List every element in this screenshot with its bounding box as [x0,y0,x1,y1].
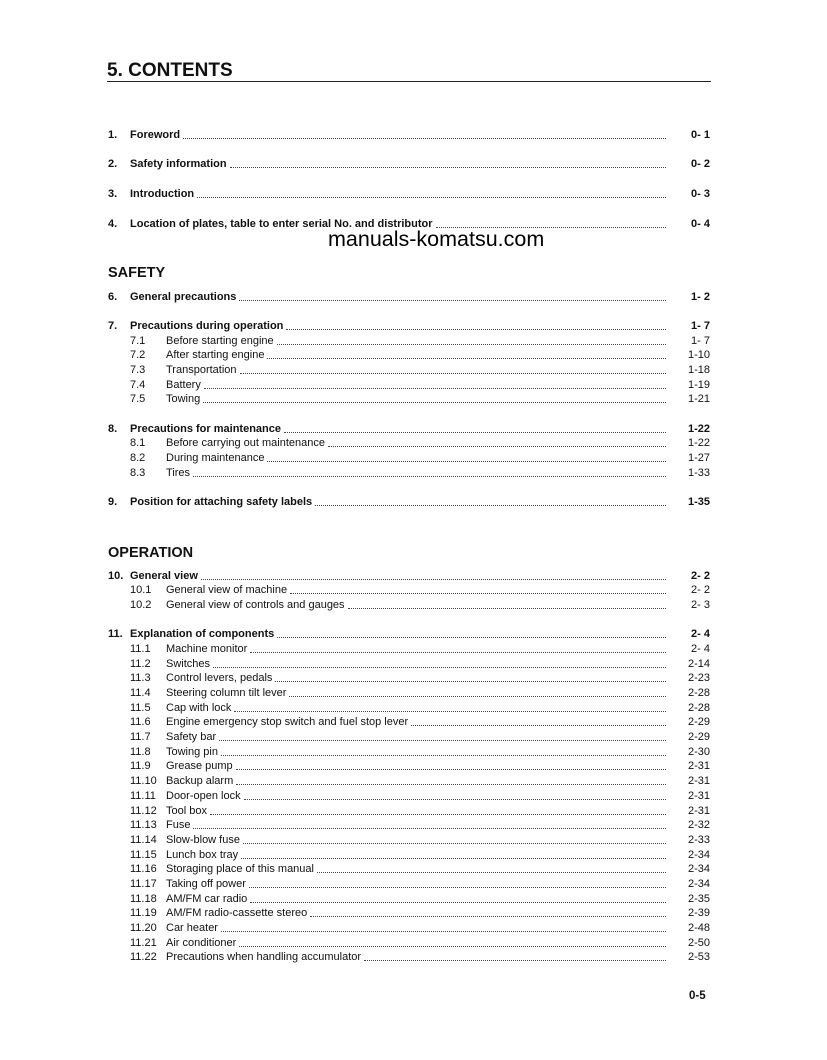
spacer [108,304,710,319]
toc-entry-number: 7.4 [130,378,146,391]
toc-entry-page: 2-35 [687,892,710,905]
toc-entry-page: 2-31 [687,760,710,773]
toc-entry-page: 1-27 [687,451,710,464]
toc-leader-dots [244,798,666,800]
toc-leader-dots [219,739,666,741]
toc-leader-dots [411,724,666,726]
toc-entry-number: 8.1 [130,437,146,450]
toc-subentry [108,803,710,818]
toc-leader-dots [203,401,666,403]
toc-entry-number: 11.22 [130,951,157,964]
toc-leader-dots [243,842,666,844]
toc-leader-dots [241,857,666,859]
toc-subentry [108,950,710,965]
toc-entry [108,421,710,436]
toc-entry-label: Battery [166,378,201,391]
toc-entry [108,127,710,142]
toc-entry-page: 2-28 [687,687,710,699]
watermark: manuals-komatsu.com [328,227,545,251]
toc-entry-label: General precautions [130,290,237,303]
toc-entry-page: 1- 7 [691,319,710,332]
toc-subentry [108,656,710,671]
toc-entry-page: 2-34 [687,863,710,876]
toc-entry-page: 2- 4 [691,642,710,655]
section-heading-operation: OPERATION [108,545,194,561]
toc-leader-dots [289,695,666,697]
toc-subentry [108,818,710,833]
toc-entry-label: Foreword [130,128,181,141]
toc-entry-page: 0- 1 [691,128,710,141]
toc-subentry [108,847,710,862]
toc-subentry [108,685,710,700]
toc-entry-number: 11.8 [130,745,151,758]
toc-leader-dots [239,945,666,947]
toc-entry-label: Towing pin [166,745,218,758]
toc-entry-number: 11.3 [130,672,151,685]
toc-entry-page: 2-34 [687,848,710,861]
toc-entry-label: Taking off power [166,877,246,890]
toc-entry-page: 0- 2 [691,158,710,171]
spacer [108,142,710,157]
toc-leader-dots [183,137,666,139]
toc-entry-number: 11.15 [130,848,157,861]
toc-entry-label: Car heater [166,922,218,934]
toc-entry-number: 11.16 [130,863,157,876]
toc-entry-number: 11.2 [130,657,151,670]
toc-entry-number: 7.1 [130,334,146,347]
toc-leader-dots [277,636,666,638]
toc-entry-label: Precautions for maintenance [130,422,281,435]
toc-subentry [108,392,710,407]
toc-entry-label: Fuse [166,819,191,832]
toc-entry-label: Introduction [130,188,195,201]
toc-entry-label: General view of controls and gauges [166,599,345,612]
toc-entry-page: 1-35 [687,495,710,508]
toc-entry [108,157,710,172]
page-title: 5. CONTENTS [107,60,233,81]
toc-entry-label: Backup alarm [166,775,234,788]
toc-leader-dots [275,680,666,682]
toc-entry-number: 11.10 [130,775,157,788]
toc-entry-number: 10. [108,569,124,582]
toc-entry-page: 2-50 [687,936,710,949]
toc-entry-label: Before carrying out maintenance [166,437,325,450]
toc-entry-page: 1-33 [687,466,710,479]
toc-entry-number: 3. [108,188,118,201]
toc-subentry [108,906,710,921]
toc-entry-number: 10.1 [130,584,152,597]
toc-leader-dots [250,651,666,653]
toc-entry-page: 2-28 [687,701,710,714]
toc-entry-number: 11.20 [130,922,157,934]
toc-entry-number: 4. [108,217,118,230]
toc-entry-label: Door-open lock [166,789,241,802]
toc-entry-number: 7. [108,319,118,332]
toc-entry-number: 11.1 [130,642,151,655]
toc-entry-label: Switches [166,657,211,670]
spacer [108,480,710,495]
toc-entry-number: 10.2 [130,599,152,612]
toc-entry-page: 0- 3 [691,188,710,201]
title-underline [107,81,711,82]
toc-entry [108,318,710,333]
toc-leader-dots [277,343,666,345]
toc-subentry [108,641,710,656]
toc-subentry [108,891,710,906]
toc-entry [108,186,710,201]
toc-entry-number: 11.6 [130,716,151,729]
toc-entry-label: Lunch box tray [166,848,239,861]
toc-entry-label: Safety bar [166,731,217,744]
toc-entry-number: 11. [108,628,123,641]
toc-entry-page: 1-18 [687,363,710,376]
toc-entry-page: 1-22 [687,422,710,435]
toc-entry-number: 9. [108,495,118,508]
toc-entry-label: Steering column tilt lever [166,687,287,699]
toc-leader-dots [221,930,666,932]
toc-entry-number: 11.12 [130,804,157,817]
toc-leader-dots [348,607,666,609]
toc-entry-number: 7.3 [130,363,146,376]
toc-entry-number: 2. [108,158,118,171]
toc-entry-number: 11.19 [130,907,157,920]
toc-entry-number: 11.21 [130,936,157,949]
toc-entry-label: Control levers, pedals [166,672,273,685]
toc-entry-label: Storaging place of this manual [166,863,314,876]
toc-entry-page: 1-22 [687,437,710,450]
toc-entry-number: 6. [108,290,118,303]
toc-leader-dots [364,959,666,961]
toc-entry-page: 1-21 [687,393,710,406]
toc-entry-number: 7.2 [130,349,146,362]
toc-leader-dots [310,915,666,917]
toc-entry-number: 11.7 [130,731,151,744]
toc-leader-dots [328,445,666,447]
toc-entry-label: Explanation of components [130,628,275,641]
toc-leader-dots [197,196,666,198]
toc-subentry [108,348,710,363]
toc-subentry [108,377,710,392]
page-number: 0-5 [689,990,706,1002]
toc-entry-page: 2-31 [687,804,710,817]
toc-entry-page: 0- 4 [691,217,710,230]
toc-entry-number: 11.11 [130,789,156,802]
toc-leader-dots [230,166,666,168]
toc-leader-dots [267,357,666,359]
toc-entry-page: 2- 2 [691,584,710,597]
toc-entry-label: Transportation [166,363,237,376]
toc-entry-label: AM/FM radio-cassette stereo [166,907,308,920]
toc-entry-number: 11.17 [130,877,157,890]
toc-entry-label: Precautions during operation [130,319,284,332]
toc-entry-number: 11.18 [130,892,157,905]
toc-entry-page: 2-32 [687,819,710,832]
toc-entry-page: 2-33 [687,833,710,846]
toc-leader-dots [240,372,666,374]
toc-entry-number: 8. [108,422,118,435]
spacer [108,201,710,216]
toc-entry-number: 1. [108,128,118,141]
toc-subentry [108,759,710,774]
toc-entry-label: Machine monitor [166,642,248,655]
toc-leader-dots [193,827,666,829]
toc-entry-label: Air conditioner [166,936,237,949]
section-heading-safety: SAFETY [108,265,166,281]
toc-subentry [108,832,710,847]
toc-leader-dots [315,504,666,506]
toc-entry-label: Location of plates, table to enter serial No. and distributor [130,217,433,230]
spacer [108,612,710,627]
toc-entry [108,494,710,509]
toc-entry-page: 1-10 [687,349,710,362]
toc-entry-page: 2-30 [687,745,710,758]
toc-entry-page: 2-39 [687,907,710,920]
toc-entry-page: 2-48 [687,922,710,934]
toc-entry-label: Engine emergency stop switch and fuel stop lever [166,716,409,729]
toc-leader-dots [236,768,666,770]
toc-entry-label: Safety information [130,158,227,171]
toc-entry [108,289,710,304]
toc-subentry [108,450,710,465]
toc-entry-label: After starting engine [166,349,265,362]
toc-safety [108,289,710,509]
toc-leader-dots [249,886,666,888]
toc-entry-page: 2-29 [687,731,710,744]
toc-entry-page: 2-14 [687,657,710,670]
title-area [107,60,711,84]
toc-subentry [108,862,710,877]
toc-entry-label: General view of machine [166,584,288,597]
toc-subentry [108,920,710,935]
toc-subentry [108,876,710,891]
toc-subentry [108,333,710,348]
toc-leader-dots [284,431,666,433]
toc-subentry [108,744,710,759]
toc-leader-dots [267,460,666,462]
toc-subentry [108,700,710,715]
toc-leader-dots [236,783,666,785]
toc-leader-dots [250,901,666,903]
toc-leader-dots [210,813,666,815]
toc-entry-page: 1- 7 [691,334,710,347]
toc-entry-label: Tires [166,466,191,479]
toc-entry-page: 2-53 [687,951,710,964]
toc-entry-label: During maintenance [166,451,265,464]
toc-entry-page: 2-31 [687,789,710,802]
toc-entry-label: Tool box [166,804,207,817]
toc-subentry [108,715,710,730]
toc-entry-label: Before starting engine [166,334,274,347]
toc-entry-label: Position for attaching safety labels [130,495,313,508]
toc-operation [108,568,710,964]
toc-entry-page: 2-23 [687,672,710,685]
toc-subentry [108,436,710,451]
toc-entry [108,627,710,642]
toc-leader-dots [234,710,666,712]
toc-entry-number: 11.9 [130,760,151,773]
toc-entry-label: Grease pump [166,760,233,773]
toc-entry-page: 1-19 [687,378,710,391]
toc-entry [108,568,710,583]
toc-leader-dots [204,387,666,389]
toc-entry-number: 8.2 [130,451,146,464]
toc-leader-dots [201,578,666,580]
toc-subentry [108,935,710,950]
toc-entry-page: 1- 2 [691,290,710,303]
toc-entry-number: 8.3 [130,466,146,479]
toc-entry-number: 11.5 [130,701,151,714]
toc-subentry [108,597,710,612]
toc-entry-label: General view [130,569,198,582]
spacer [108,171,710,186]
toc-leader-dots [221,754,666,756]
toc-subentry [108,788,710,803]
toc-leader-dots [317,871,666,873]
toc-subentry [108,362,710,377]
toc-entry-label: Cap with lock [166,701,232,714]
toc-leader-dots [213,666,666,668]
toc-leader-dots [239,299,666,301]
toc-entry-page: 2- 2 [691,569,710,582]
toc-entry-page: 2-29 [687,716,710,729]
toc-subentry [108,671,710,686]
toc-entry-label: AM/FM car radio [166,892,248,905]
toc-leader-dots [193,475,666,477]
toc-entry-number: 7.5 [130,393,146,406]
toc-entry-label: Precautions when handling accumulator [166,951,362,964]
toc-subentry [108,465,710,480]
toc-entry-number: 11.4 [130,687,151,699]
toc-subentry [108,729,710,744]
toc-subentry [108,583,710,598]
spacer [108,406,710,421]
toc-front-matter [108,127,710,231]
toc-entry-number: 11.14 [130,833,157,846]
toc-leader-dots [286,328,666,330]
toc-entry-page: 2- 4 [691,628,710,641]
toc-entry-page: 2-34 [687,877,710,890]
toc-subentry [108,773,710,788]
toc-leader-dots [290,592,666,594]
toc-entry-label: Slow-blow fuse [166,833,240,846]
toc-entry-page: 2-31 [687,775,710,788]
toc-entry-page: 2- 3 [691,599,710,612]
toc-entry-number: 11.13 [130,819,157,832]
toc-entry-label: Towing [166,393,201,406]
